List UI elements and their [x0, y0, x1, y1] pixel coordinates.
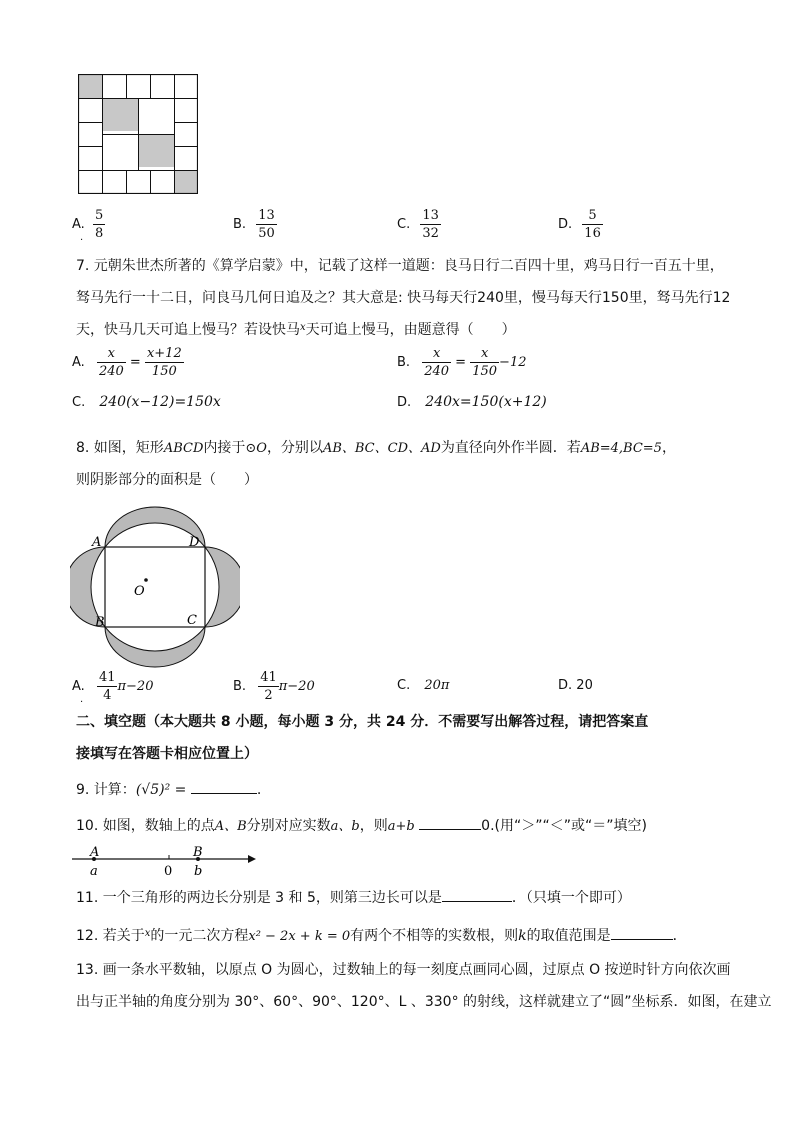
- center-point: [144, 578, 148, 582]
- q6-option-c[interactable]: [397, 208, 441, 241]
- q8-line-1: 8. 如图，矩形ABCD内接于⊙O，分别以AB、BC、CD、AD为直径向外作半圆．若AB=4,BC=5，: [76, 440, 676, 456]
- shaded-corner-bottom-right: [174, 170, 198, 194]
- section-2-title-line-2: 接填写在答题卡相应位置上）: [76, 746, 258, 762]
- q11-line: 11. 一个三角形的两边长分别是 3 和 5，则第三边长可以是 ．（只填一个即可）: [76, 882, 631, 914]
- axis-label-A: A: [90, 845, 100, 860]
- option-letter: B.: [233, 217, 247, 232]
- q12-answer-blank[interactable]: [611, 925, 673, 940]
- q9-line: 9. 计算：(√5)² = .: [76, 774, 261, 806]
- frac-num: 5: [588, 208, 597, 223]
- q7-line-2: 驽马先行一十二日，问良马几何日追及之？其大意是: 快马每天行240里，慢马每天行150里，驽马先行12: [76, 290, 731, 306]
- option-letter: A.: [72, 217, 85, 232]
- shaded-corner-top-left: [78, 74, 102, 98]
- frac-num: 5: [94, 208, 104, 223]
- axis-label-zero: 0: [164, 864, 173, 878]
- q8-option-c[interactable]: C. 20π: [397, 678, 450, 693]
- q6-option-d[interactable]: [558, 208, 603, 241]
- shaded-square-upper: [102, 98, 138, 131]
- q7-line-3: 天，快马几天可追上慢马？若设快马$^x$天可追上慢马，由题意得（ ）: [76, 322, 516, 338]
- q8-option-a-dot: .: [80, 694, 84, 705]
- frac-den: 16: [584, 226, 601, 241]
- q13-line-2: 出与正半轴的角度分别为 30°、60°、90°、120°、L 、330° 的射线，这样就建立了“圆”坐标系．如图，在建立: [76, 994, 772, 1010]
- q9-answer-blank[interactable]: [191, 779, 257, 794]
- q8-option-a[interactable]: A. $\frac{41}{4}$ π−20: [72, 670, 154, 703]
- axis-label-a: a: [90, 864, 98, 878]
- label-D: D: [189, 535, 200, 550]
- frac-num: 13: [258, 208, 275, 223]
- q13-line-1: 13. 画一条水平数轴，以原点 O 为圆心，过数轴上的每一刻度点画同心圆，过原点 O 按逆时针方向依次画: [76, 962, 731, 978]
- q10-number-line: [70, 842, 260, 878]
- q6-option-a[interactable]: [72, 208, 105, 241]
- q7-option-c[interactable]: C. 240(x−12)=150x: [72, 394, 221, 410]
- frac-num: 13: [422, 208, 439, 223]
- q10-answer-blank[interactable]: [419, 815, 481, 830]
- q8-option-b[interactable]: B. $\frac{41}{2}$ π−20: [233, 670, 315, 703]
- label-C: C: [187, 613, 197, 628]
- frac-den: 50: [258, 226, 275, 241]
- label-O: O: [134, 584, 145, 599]
- q7-line-1: 7. 元朝朱世杰所著的《算学启蒙》中，记载了这样一道题：良马日行二百四十里，鸡马日行一百五十里，: [76, 258, 724, 274]
- q6-grid-figure: [78, 74, 198, 194]
- q11-answer-blank[interactable]: [442, 887, 512, 902]
- q6-option-b[interactable]: [233, 208, 277, 241]
- frac-den: 8: [94, 226, 104, 241]
- q8-line-2: 则阴影部分的面积是（ ）: [76, 472, 258, 488]
- axis-label-b: b: [194, 864, 203, 878]
- arrow-head-icon: [248, 855, 256, 863]
- label-A: A: [92, 535, 102, 550]
- section-2-title-line-1: 二、填空题（本大题共 8 小题，每小题 3 分，共 24 分．不需要写出解答过程，请把答案直: [76, 714, 649, 730]
- q10-line: 10. 如图，数轴上的点A、B分别对应实数a、b，则a+b 0.(用“＞”“＜”或“＝”填空): [76, 810, 647, 843]
- q12-line: 12. 若关于$^x$的一元二次方程x² − 2x + k = 0有两个不相等的实数根，则k的取值范围是 ．: [76, 918, 687, 953]
- frac-den: 32: [422, 226, 439, 241]
- label-B: B: [95, 615, 105, 630]
- option-letter: D.: [558, 217, 573, 232]
- q6-option-a-dot: .: [80, 232, 84, 243]
- q7-option-d[interactable]: D. 240x=150(x+12): [397, 394, 547, 410]
- option-letter: C.: [397, 217, 411, 232]
- q7-option-b[interactable]: B. $\frac{x}{240}$ = $\frac{x}{150}$ −12: [397, 346, 527, 379]
- q8-circle-figure: [70, 505, 240, 670]
- axis-label-B: B: [193, 845, 203, 860]
- shaded-square-lower: [138, 134, 174, 167]
- q7-option-a[interactable]: A. $\frac{x}{240}$ = $\frac{x+12}{150}$: [72, 346, 182, 379]
- q8-option-d[interactable]: D. 20: [558, 678, 593, 693]
- circle-o: [91, 523, 219, 651]
